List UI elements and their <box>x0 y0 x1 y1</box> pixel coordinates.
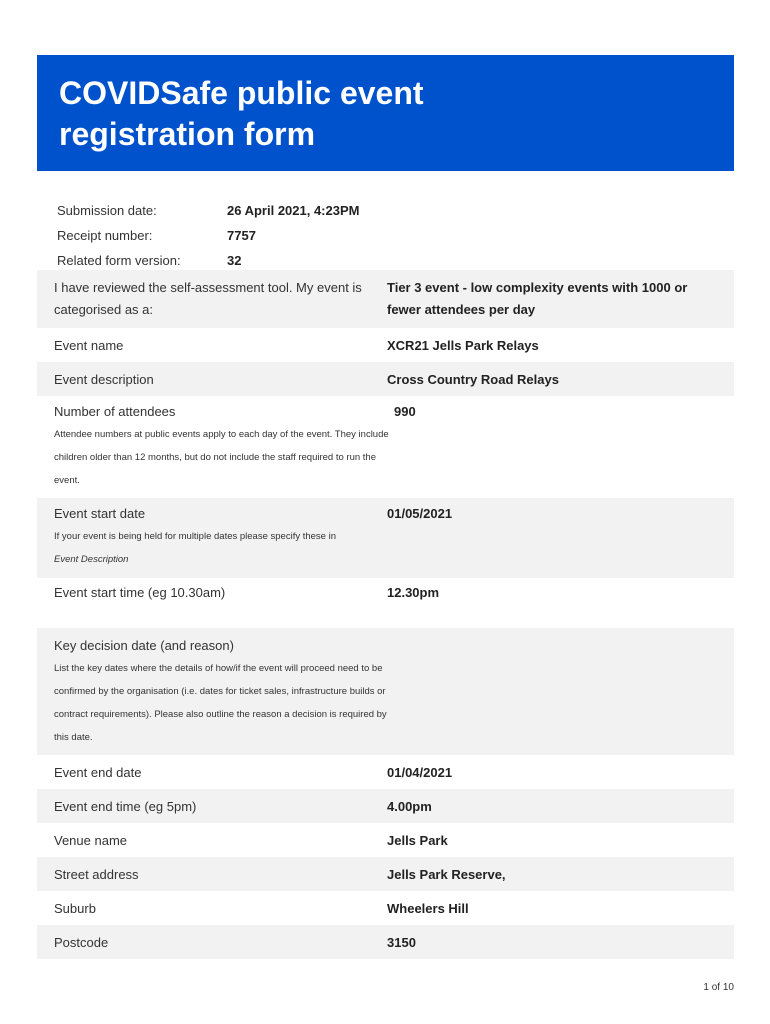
event-description-answer: Cross Country Road Relays <box>387 371 559 387</box>
venue-answer: Jells Park <box>387 832 448 848</box>
receipt-number-value: 7757 <box>227 228 256 243</box>
field-end-time <box>37 789 734 823</box>
event-name-answer: XCR21 Jells Park Relays <box>387 337 539 353</box>
end-date-question: Event end date <box>54 764 142 780</box>
event-name-question: Event name <box>54 337 124 353</box>
key-decision-note: List the key dates where the details of how/if the event will proceed need to be confirmed by the organisation (i.e. dates for ticket sales, infrastructure builds or contract requirements). Please also outline the reason a decision is required by this date. <box>54 663 387 743</box>
start-date-note-block <box>54 525 387 571</box>
start-date-note: If your event is being held for multiple dates please specify these in <box>54 531 336 542</box>
form-version-value: 32 <box>227 253 242 268</box>
submission-meta <box>57 198 717 273</box>
field-category <box>37 270 734 328</box>
field-start-date <box>37 498 734 578</box>
receipt-number-label: Receipt number: <box>57 228 153 243</box>
field-key-decision <box>37 628 734 755</box>
end-time-question: Event end time (eg 5pm) <box>54 798 197 814</box>
submission-date-label: Submission date: <box>57 203 157 218</box>
field-street <box>37 857 734 891</box>
form-version-label: Related form version: <box>57 253 181 268</box>
street-answer: Jells Park Reserve, <box>387 866 506 882</box>
postcode-answer: 3150 <box>387 934 416 950</box>
page-number: 1 of 10 <box>703 982 734 993</box>
field-event-description <box>37 362 734 396</box>
submission-date-value: 26 April 2021, 4:23PM <box>227 203 360 218</box>
title-banner <box>37 55 734 171</box>
field-event-name <box>37 328 734 362</box>
attendees-question: Number of attendees <box>54 404 176 419</box>
field-attendees <box>37 396 734 498</box>
end-date-answer: 01/04/2021 <box>387 764 453 780</box>
event-description-question: Event description <box>54 371 154 387</box>
key-decision-answer <box>387 635 717 755</box>
page-title: COVIDSafe public event registration form <box>59 75 424 152</box>
category-answer: Tier 3 event - low complexity events with 1000 or fewer attendees per day <box>387 280 688 317</box>
key-decision-question: Key decision date (and reason) <box>54 638 234 653</box>
attendees-answer: 990 <box>394 404 416 419</box>
suburb-question: Suburb <box>54 900 96 916</box>
field-end-date <box>37 755 734 789</box>
start-date-answer: 01/05/2021 <box>387 506 453 521</box>
category-question: I have reviewed the self-assessment tool. My event is categorised as a: <box>54 280 362 317</box>
suburb-answer: Wheelers Hill <box>387 900 469 916</box>
field-suburb <box>37 891 734 925</box>
postcode-question: Postcode <box>54 934 109 950</box>
venue-question: Venue name <box>54 832 128 848</box>
receipt-number-row <box>57 223 717 248</box>
attendees-note: Attendee numbers at public events apply to each day of the event. They include children older than 12 months, but do not include the staff required to run the event. <box>54 429 389 486</box>
end-time-answer: 4.00pm <box>387 798 432 814</box>
field-start-time <box>37 578 734 628</box>
field-venue <box>37 823 734 857</box>
start-time-question: Event start time (eg 10.30am) <box>54 585 226 600</box>
form-fields <box>37 270 734 959</box>
start-date-note-emphasis: Event Description <box>54 554 129 565</box>
start-time-answer: 12.30pm <box>387 585 440 600</box>
start-date-question: Event start date <box>54 506 146 521</box>
street-question: Street address <box>54 866 139 882</box>
field-postcode <box>37 925 734 959</box>
submission-date-row <box>57 198 717 223</box>
